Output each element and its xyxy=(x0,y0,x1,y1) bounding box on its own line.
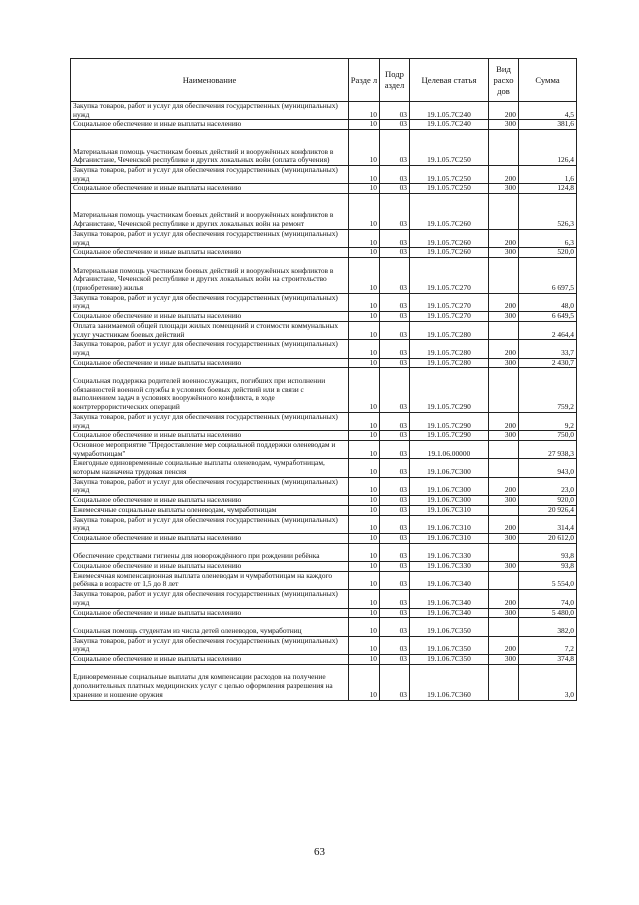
row-name: Закупка товаров, работ и услуг для обеспечения государственных (муниципальных) нужд xyxy=(71,340,349,358)
row-sum: 920,0 xyxy=(519,496,577,506)
row-sum: 1,6 xyxy=(519,165,577,183)
row-sum: 759,2 xyxy=(519,368,577,413)
table-row xyxy=(71,515,577,533)
row-name: Материальная помощь участникам боевых действий и вооружённых конфликтов в Афганистане, Чеченской республике и других локальных войн на ремонт xyxy=(71,194,349,230)
row-sum: 93,8 xyxy=(519,562,577,572)
row-name: Социальное обеспечение и иные выплаты населению xyxy=(71,655,349,665)
row-section: 10 xyxy=(349,257,380,293)
row-sum: 27 938,3 xyxy=(519,440,577,458)
row-target: 19.1.06.7С330 xyxy=(410,562,489,572)
row-kind xyxy=(489,368,519,413)
row-name: Обеспечение средствами гигиены для новорождённого при рождении ребёнка xyxy=(71,543,349,561)
row-section: 10 xyxy=(349,515,380,533)
row-target: 19.1.06.7С340 xyxy=(410,571,489,589)
row-section: 10 xyxy=(349,505,380,515)
row-name: Закупка товаров, работ и услуг для обеспечения государственных (муниципальных) нужд xyxy=(71,102,349,120)
row-sum: 526,3 xyxy=(519,194,577,230)
row-subsection: 03 xyxy=(380,496,410,506)
row-target: 19.1.06.7С350 xyxy=(410,636,489,654)
row-section: 10 xyxy=(349,368,380,413)
row-name: Социальное обеспечение и иные выплаты населению xyxy=(71,184,349,194)
row-section: 10 xyxy=(349,477,380,495)
table-row xyxy=(71,340,577,358)
row-subsection: 03 xyxy=(380,120,410,130)
row-sum: 7,2 xyxy=(519,636,577,654)
row-name: Социальное обеспечение и иные выплаты населению xyxy=(71,248,349,258)
row-target: 19.1.05.7С260 xyxy=(410,229,489,247)
row-target: 19.1.06.7С310 xyxy=(410,505,489,515)
row-kind xyxy=(489,321,519,339)
table-row xyxy=(71,293,577,311)
row-section: 10 xyxy=(349,440,380,458)
row-subsection: 03 xyxy=(380,636,410,654)
row-kind: 300 xyxy=(489,496,519,506)
row-sum: 314,4 xyxy=(519,515,577,533)
table-row xyxy=(71,194,577,230)
row-name: Материальная помощь участникам боевых действий и вооружённых конфликтов в Афганистане, Чеченской республике и других локальных войн (оплата обучения) xyxy=(71,130,349,166)
row-target: 19.1.06.7С330 xyxy=(410,543,489,561)
row-section: 10 xyxy=(349,130,380,166)
row-subsection: 03 xyxy=(380,505,410,515)
row-subsection: 03 xyxy=(380,608,410,618)
table-row xyxy=(71,505,577,515)
table-row xyxy=(71,257,577,293)
table-row xyxy=(71,608,577,618)
row-target: 19.1.05.7С270 xyxy=(410,293,489,311)
table-row xyxy=(71,165,577,183)
row-sum: 9,2 xyxy=(519,412,577,430)
row-name: Закупка товаров, работ и услуг для обеспечения государственных (муниципальных) нужд xyxy=(71,636,349,654)
row-name: Социальное обеспечение и иные выплаты населению xyxy=(71,358,349,368)
row-target: 19.1.06.7С360 xyxy=(410,664,489,700)
table-row xyxy=(71,571,577,589)
row-section: 10 xyxy=(349,340,380,358)
table-row xyxy=(71,368,577,413)
row-sum: 750,0 xyxy=(519,431,577,441)
row-name: Социальное обеспечение и иные выплаты населению xyxy=(71,562,349,572)
row-subsection: 03 xyxy=(380,515,410,533)
row-target: 19.1.05.7С290 xyxy=(410,431,489,441)
row-section: 10 xyxy=(349,571,380,589)
row-subsection: 03 xyxy=(380,229,410,247)
table-row xyxy=(71,590,577,608)
row-kind: 300 xyxy=(489,312,519,322)
row-kind: 200 xyxy=(489,340,519,358)
header-kind: Вид расхо дов xyxy=(489,59,519,102)
row-section: 10 xyxy=(349,229,380,247)
row-sum: 2 464,4 xyxy=(519,321,577,339)
row-target: 19.1.05.7С290 xyxy=(410,368,489,413)
row-subsection: 03 xyxy=(380,440,410,458)
row-kind xyxy=(489,194,519,230)
row-kind: 300 xyxy=(489,248,519,258)
row-kind: 200 xyxy=(489,590,519,608)
row-section: 10 xyxy=(349,102,380,120)
row-subsection: 03 xyxy=(380,590,410,608)
row-subsection: 03 xyxy=(380,130,410,166)
row-sum: 20 926,4 xyxy=(519,505,577,515)
row-sum: 943,0 xyxy=(519,459,577,477)
row-section: 10 xyxy=(349,321,380,339)
table-row xyxy=(71,130,577,166)
row-sum: 520,0 xyxy=(519,248,577,258)
header-subsection: Подр аздел xyxy=(380,59,410,102)
row-kind xyxy=(489,130,519,166)
row-subsection: 03 xyxy=(380,194,410,230)
row-kind: 200 xyxy=(489,293,519,311)
row-sum: 2 430,7 xyxy=(519,358,577,368)
row-name: Закупка товаров, работ и услуг для обеспечения государственных (муниципальных) нужд xyxy=(71,229,349,247)
row-kind xyxy=(489,571,519,589)
row-subsection: 03 xyxy=(380,248,410,258)
row-kind: 200 xyxy=(489,477,519,495)
header-name: Наименование xyxy=(71,59,349,102)
row-kind xyxy=(489,664,519,700)
row-subsection: 03 xyxy=(380,412,410,430)
row-target: 19.1.05.7С260 xyxy=(410,248,489,258)
row-section: 10 xyxy=(349,431,380,441)
header-target: Целевая статья xyxy=(410,59,489,102)
budget-table xyxy=(70,58,577,701)
row-kind xyxy=(489,440,519,458)
row-target: 19.1.05.7С250 xyxy=(410,184,489,194)
row-section: 10 xyxy=(349,618,380,636)
table-row xyxy=(71,120,577,130)
table-row xyxy=(71,321,577,339)
table-row xyxy=(71,412,577,430)
row-name: Закупка товаров, работ и услуг для обеспечения государственных (муниципальных) нужд xyxy=(71,515,349,533)
row-target: 19.1.05.7С270 xyxy=(410,257,489,293)
row-sum: 374,8 xyxy=(519,655,577,665)
table-row xyxy=(71,543,577,561)
row-subsection: 03 xyxy=(380,562,410,572)
table-row xyxy=(71,618,577,636)
row-section: 10 xyxy=(349,608,380,618)
row-section: 10 xyxy=(349,543,380,561)
table-row xyxy=(71,636,577,654)
row-section: 10 xyxy=(349,184,380,194)
row-kind: 200 xyxy=(489,515,519,533)
row-name: Ежегодные единовременные социальные выплаты оленеводам, чумработницам, которым назначена трудовая пенсия xyxy=(71,459,349,477)
row-target: 19.1.05.7С260 xyxy=(410,194,489,230)
header-section: Разде л xyxy=(349,59,380,102)
row-subsection: 03 xyxy=(380,618,410,636)
row-kind xyxy=(489,618,519,636)
row-sum: 5 480,0 xyxy=(519,608,577,618)
row-target: 19.1.06.7С350 xyxy=(410,655,489,665)
row-sum: 6 697,5 xyxy=(519,257,577,293)
row-kind: 300 xyxy=(489,608,519,618)
row-section: 10 xyxy=(349,496,380,506)
row-sum: 126,4 xyxy=(519,130,577,166)
row-target: 19.1.05.7С280 xyxy=(410,321,489,339)
row-name: Социальное обеспечение и иные выплаты населению xyxy=(71,431,349,441)
row-name: Социальное обеспечение и иные выплаты населению xyxy=(71,496,349,506)
row-sum: 20 612,0 xyxy=(519,533,577,543)
row-target: 19.1.06.7С340 xyxy=(410,590,489,608)
row-name: Социальная поддержка родителей военнослужащих, погибших при исполнении обязанностей военной службы в условиях боевых действий или в связи с выполнением задач в условиях вооружённого конфликта, в ходе контртеррористических операций xyxy=(71,368,349,413)
row-name: Социальная помощь студентам из числа детей оленеводов, чумработниц xyxy=(71,618,349,636)
table-row xyxy=(71,440,577,458)
row-section: 10 xyxy=(349,533,380,543)
row-subsection: 03 xyxy=(380,655,410,665)
row-subsection: 03 xyxy=(380,293,410,311)
row-section: 10 xyxy=(349,412,380,430)
row-name: Социальное обеспечение и иные выплаты населению xyxy=(71,608,349,618)
row-sum: 48,0 xyxy=(519,293,577,311)
table-row xyxy=(71,312,577,322)
row-target: 19.1.06.00000 xyxy=(410,440,489,458)
row-sum: 6 649,5 xyxy=(519,312,577,322)
row-sum: 23,0 xyxy=(519,477,577,495)
row-section: 10 xyxy=(349,562,380,572)
row-name: Социальное обеспечение и иные выплаты населению xyxy=(71,312,349,322)
table-row xyxy=(71,655,577,665)
table-row xyxy=(71,562,577,572)
row-target: 19.1.05.7С250 xyxy=(410,165,489,183)
row-name: Социальное обеспечение и иные выплаты населению xyxy=(71,533,349,543)
row-subsection: 03 xyxy=(380,165,410,183)
table-row xyxy=(71,477,577,495)
table-body xyxy=(71,102,577,701)
row-kind: 300 xyxy=(489,533,519,543)
table-row xyxy=(71,496,577,506)
row-sum: 4,5 xyxy=(519,102,577,120)
row-section: 10 xyxy=(349,655,380,665)
table-row xyxy=(71,248,577,258)
row-subsection: 03 xyxy=(380,431,410,441)
row-subsection: 03 xyxy=(380,459,410,477)
row-section: 10 xyxy=(349,636,380,654)
row-subsection: 03 xyxy=(380,358,410,368)
row-sum: 6,3 xyxy=(519,229,577,247)
row-subsection: 03 xyxy=(380,533,410,543)
row-target: 19.1.06.7С340 xyxy=(410,608,489,618)
row-name: Закупка товаров, работ и услуг для обеспечения государственных (муниципальных) нужд xyxy=(71,590,349,608)
table-row xyxy=(71,358,577,368)
row-name: Оплата занимаемой общей площади жилых помещений и стоимости коммунальных услуг участникам боевых действий xyxy=(71,321,349,339)
table-row xyxy=(71,229,577,247)
row-sum: 74,0 xyxy=(519,590,577,608)
row-target: 19.1.06.7С300 xyxy=(410,496,489,506)
row-name: Материальная помощь участникам боевых действий и вооружённых конфликтов в Афганистане, Чеченской республике и других локальных войн на строительство (приобретение) жилья xyxy=(71,257,349,293)
row-section: 10 xyxy=(349,293,380,311)
row-name: Ежемесячные социальные выплаты оленеводам, чумработницам xyxy=(71,505,349,515)
row-target: 19.1.06.7С300 xyxy=(410,477,489,495)
row-subsection: 03 xyxy=(380,664,410,700)
row-section: 10 xyxy=(349,312,380,322)
row-subsection: 03 xyxy=(380,368,410,413)
row-section: 10 xyxy=(349,248,380,258)
row-name: Закупка товаров, работ и услуг для обеспечения государственных (муниципальных) нужд xyxy=(71,412,349,430)
row-subsection: 03 xyxy=(380,340,410,358)
row-target: 19.1.06.7С350 xyxy=(410,618,489,636)
page-number: 63 xyxy=(314,846,325,858)
row-sum: 124,8 xyxy=(519,184,577,194)
row-sum: 382,0 xyxy=(519,618,577,636)
row-section: 10 xyxy=(349,194,380,230)
table-row xyxy=(71,459,577,477)
row-target: 19.1.05.7С240 xyxy=(410,120,489,130)
row-name: Основное мероприятие "Предоставление мер социальной поддержки оленеводам и чумработницам" xyxy=(71,440,349,458)
row-sum: 3,0 xyxy=(519,664,577,700)
row-target: 19.1.05.7С280 xyxy=(410,358,489,368)
table-row xyxy=(71,664,577,700)
row-subsection: 03 xyxy=(380,312,410,322)
row-target: 19.1.06.7С310 xyxy=(410,533,489,543)
row-target: 19.1.06.7С310 xyxy=(410,515,489,533)
row-section: 10 xyxy=(349,459,380,477)
row-sum: 381,6 xyxy=(519,120,577,130)
row-sum: 93,8 xyxy=(519,543,577,561)
row-section: 10 xyxy=(349,590,380,608)
row-subsection: 03 xyxy=(380,184,410,194)
row-kind: 200 xyxy=(489,636,519,654)
row-sum: 5 554,0 xyxy=(519,571,577,589)
row-subsection: 03 xyxy=(380,102,410,120)
row-subsection: 03 xyxy=(380,257,410,293)
row-kind xyxy=(489,505,519,515)
table-row xyxy=(71,431,577,441)
row-name: Закупка товаров, работ и услуг для обеспечения государственных (муниципальных) нужд xyxy=(71,293,349,311)
row-section: 10 xyxy=(349,165,380,183)
row-kind xyxy=(489,459,519,477)
row-kind: 300 xyxy=(489,431,519,441)
row-subsection: 03 xyxy=(380,571,410,589)
table-row xyxy=(71,184,577,194)
row-section: 10 xyxy=(349,664,380,700)
row-kind: 300 xyxy=(489,358,519,368)
row-kind: 300 xyxy=(489,655,519,665)
row-name: Ежемесячная компенсационная выплата оленеводам и чумработницам на каждого ребёнка в возрасте от 1,5 до 8 лет xyxy=(71,571,349,589)
row-kind: 200 xyxy=(489,412,519,430)
header-sum: Сумма xyxy=(519,59,577,102)
row-sum: 33,7 xyxy=(519,340,577,358)
row-name: Единовременные социальные выплаты для компенсации расходов на получение дополнительных платных медицинских услуг с целью оформления разрешения на хранение и ношение оружия xyxy=(71,664,349,700)
row-kind xyxy=(489,257,519,293)
row-target: 19.1.05.7С250 xyxy=(410,130,489,166)
row-name: Социальное обеспечение и иные выплаты населению xyxy=(71,120,349,130)
row-subsection: 03 xyxy=(380,321,410,339)
row-target: 19.1.06.7С300 xyxy=(410,459,489,477)
row-section: 10 xyxy=(349,120,380,130)
row-target: 19.1.05.7С280 xyxy=(410,340,489,358)
row-target: 19.1.05.7С240 xyxy=(410,102,489,120)
row-kind: 200 xyxy=(489,102,519,120)
row-kind xyxy=(489,543,519,561)
table-row xyxy=(71,533,577,543)
row-target: 19.1.05.7С290 xyxy=(410,412,489,430)
row-name: Закупка товаров, работ и услуг для обеспечения государственных (муниципальных) нужд xyxy=(71,477,349,495)
row-kind: 300 xyxy=(489,184,519,194)
row-subsection: 03 xyxy=(380,543,410,561)
row-section: 10 xyxy=(349,358,380,368)
row-kind: 300 xyxy=(489,562,519,572)
row-subsection: 03 xyxy=(380,477,410,495)
table-header-row xyxy=(71,59,577,102)
row-target: 19.1.05.7С270 xyxy=(410,312,489,322)
row-kind: 300 xyxy=(489,120,519,130)
table-row xyxy=(71,102,577,120)
row-kind: 200 xyxy=(489,229,519,247)
row-name: Закупка товаров, работ и услуг для обеспечения государственных (муниципальных) нужд xyxy=(71,165,349,183)
row-kind: 200 xyxy=(489,165,519,183)
